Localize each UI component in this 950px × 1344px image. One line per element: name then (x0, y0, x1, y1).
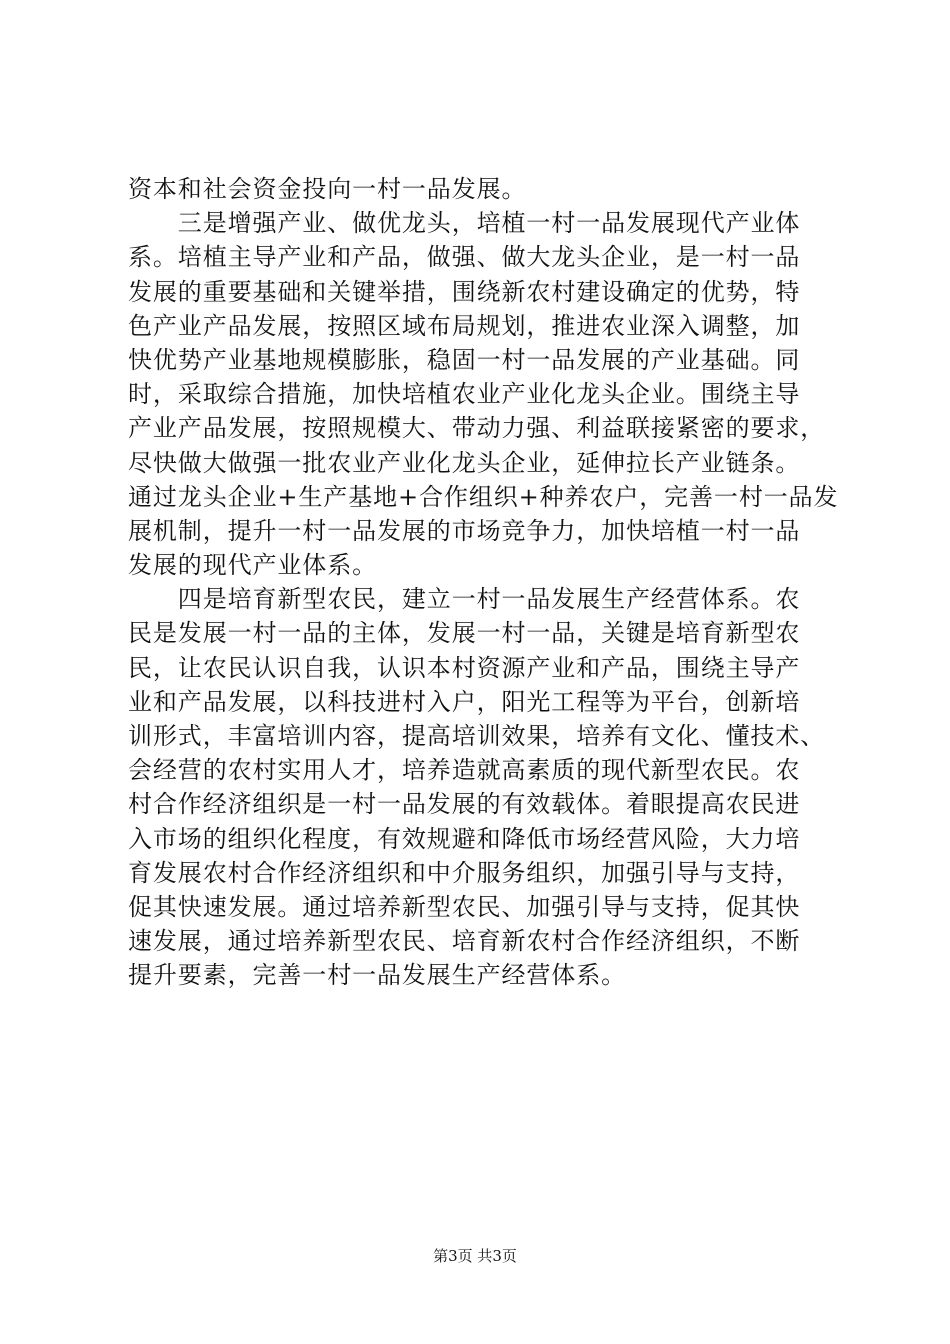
text-line: 提升要素，完善一村一品发展生产经营体系。 (128, 961, 626, 990)
text-line: 村合作经济组织是一村一品发展的有效载体。着眼提高农民进 (128, 790, 801, 819)
text-line: 色产业产品发展，按照区域布局规划，推进农业深入调整，加 (128, 311, 801, 340)
text-line: 会经营的农村实用人才，培养造就高素质的现代新型农民。农 (128, 756, 801, 785)
text-line: 速发展，通过培养新型农民、培育新农村合作经济组织，不断 (128, 927, 801, 956)
text-line: 发展的重要基础和关键举措，围绕新农村建设确定的优势，特 (128, 277, 801, 306)
text-line: 时，采取综合措施，加快培植农业产业化龙头企业。围绕主导 (128, 380, 801, 409)
page-footer: 第3页 共3页 (433, 1247, 517, 1265)
text-line: 系。培植主导产业和产品，做强、做大龙头企业，是一村一品 (128, 243, 801, 272)
text-line: 三是增强产业、做优龙头，培植一村一品发展现代产业体 (128, 209, 801, 238)
text-line: 民，让农民认识自我，认识本村资源产业和产品，围绕主导产 (128, 653, 801, 682)
text-line: 四是培育新型农民，建立一村一品发展生产经营体系。农 (128, 585, 801, 614)
text-line: 快优势产业基地规模膨胀，稳固一村一品发展的产业基础。同 (128, 345, 801, 374)
text-line: 业和产品发展，以科技进村入户，阳光工程等为平台，创新培 (128, 687, 801, 716)
body-text (128, 172, 838, 993)
text-line: 产业产品发展，按照规模大、带动力强、利益联接紧密的要求， (128, 414, 826, 443)
text-line: 育发展农村合作经济组织和中介服务组织，加强引导与支持， (128, 858, 801, 887)
text-line: 尽快做大做强一批农业产业化龙头企业，延伸拉长产业链条。 (128, 448, 801, 477)
text-line: 展机制，提升一村一品发展的市场竞争力，加快培植一村一品 (128, 516, 801, 545)
text-line: 发展的现代产业体系。 (128, 551, 377, 580)
text-line: 入市场的组织化程度，有效规避和降低市场经营风险，大力培 (128, 824, 801, 853)
text-line: 通过龙头企业+生产基地+合作组织+种养农户，完善一村一品发 (128, 482, 839, 511)
text-line: 训形式，丰富培训内容，提高培训效果，培养有文化、懂技术、 (128, 722, 826, 750)
text-line: 民是发展一村一品的主体，发展一村一品，关键是培育新型农 (128, 619, 801, 648)
text-line: 资本和社会资金投向一村一品发展。 (128, 175, 527, 203)
text-line: 促其快速发展。通过培养新型农民、加强引导与支持，促其快 (128, 892, 801, 921)
